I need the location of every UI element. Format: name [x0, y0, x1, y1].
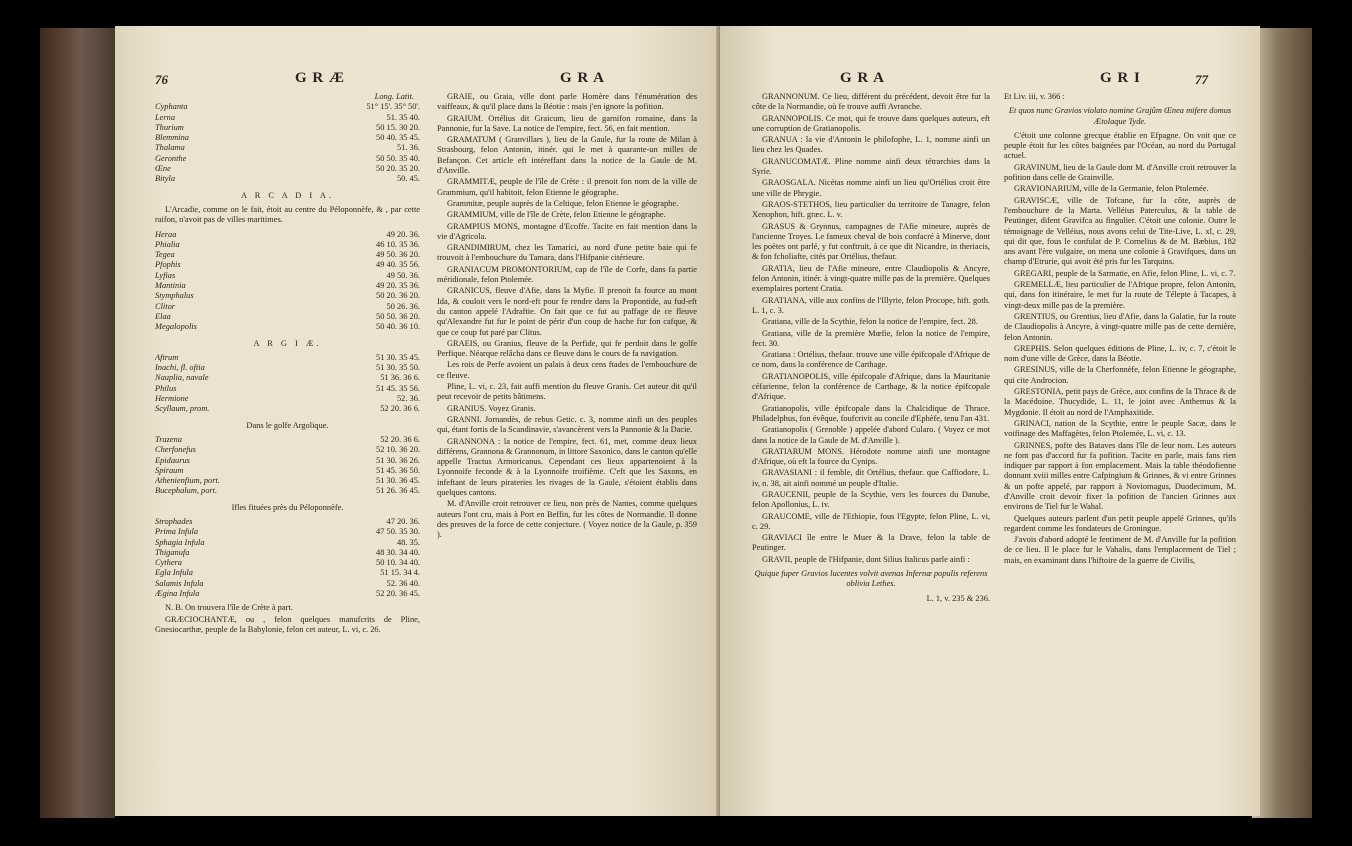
dictionary-entry: GRANIACUM PROMONTORIUM, cap de l'île de Corfe, dans fa partie méridionale, felon Ptolemée.: [437, 264, 697, 285]
place-name: Inachi, fl. oftia: [155, 363, 205, 373]
place-coordinates: 50 20. 35 20.: [376, 164, 420, 174]
coordinate-row: [155, 271, 420, 281]
place-coordinates: 51 30. 36 45.: [376, 476, 420, 486]
coordinate-row: [155, 558, 420, 568]
dictionary-entry: GRANNOPOLIS. Ce mot, qui fe trouve dans quelques auteurs, eft une corruption de Gratianopolis.: [752, 113, 990, 133]
dictionary-entry: GRAMATUM ( Granvillars ), lieu de la Gaule, fur la route de Milan à Strasbourg, felon Antonin, itinér. qui le met à quarante-un milles de Befançon. Cet article eft intéreffant dans la notice de la Gaule de M. d'Anville.: [437, 135, 697, 176]
dictionary-entry: GRANICUS, fleuve d'Afie, dans la Myfie. Il prenoit fa fource au mont Ida, & couloit vers le nord-eft pour fe rendre dans la Propontide, au fud-eft du canton appelé l'Adraftie. On fait que ce fut au paffage de ce fleuve qu'Alexandre fut fur le point de périr d'un coup de hache fur fon cafque, & que ce coup fut paré par Clitus.: [437, 286, 697, 337]
place-coordinates: 51 15. 34 4.: [380, 568, 420, 578]
column-headings: Long. Latit.: [374, 92, 414, 101]
dictionary-entry: GRATIARUM MONS. Hérodote nomme ainfi une montagne d'Afrique, où eft la fource du Cynips.: [752, 446, 990, 467]
dictionary-entry: M. d'Anville croit retrouver ce lieu, non près de Nantes, comme quelques auteurs l'ont cru, mais à Port en Beffin, fur les côtes de Normandie. Il donne des preuves de la force de cette conjecture. ( Voyez notice de la Gaule, p. 359 ).: [437, 499, 697, 540]
dictionary-entry: GREPHIS. Selon quelques éditions de Pline, L. iv, c. 7, c'étoit le nom d'une ville de Grèce, dans la Béotie.: [1004, 343, 1236, 364]
coordinate-row: [155, 164, 420, 174]
place-coordinates: 51. 36.: [396, 143, 420, 153]
dictionary-entry: GRANNONA : la notice de l'empire, fect. 61, met, comme deux lieux différens, Grannona & Grannonum, in littore Saxonico, dans le canton qu'elle appelle Tractus Armoricanus. Cependant ces lieux appartenoient à la Lyonnoife feconde & à la Lyonnoife troifième. C'eft que les Saxons, en infeftant de leurs pirateries les rivages de la Gaule, s'étoient établis dans quelques cantons.: [437, 436, 697, 497]
section-title-argiae: A R G I Æ.: [253, 338, 322, 348]
coordinate-row: [155, 384, 420, 394]
place-coordinates: 47 50. 35 30.: [376, 527, 420, 537]
right-column-2: [1004, 92, 1236, 792]
running-head-right-p77: G R I: [1100, 70, 1141, 86]
page-number-right: 77: [1195, 72, 1208, 87]
section-title-arcadia: A R C A D I A.: [241, 190, 334, 200]
coordinate-row: [155, 548, 420, 558]
place-name: Heraa: [155, 229, 177, 239]
dictionary-entry: GRAVIACI île entre le Muer & la Drave, felon la table de Peutinger.: [752, 533, 990, 553]
running-head-right: G R A: [560, 70, 606, 86]
dictionary-entry: GRANDIMIRUM, chez les Tamarici, au nord d'une petite baie qui fe trouvoit à l'embouchure du Tamara, dans l'Hifpanie citérieure.: [437, 243, 697, 263]
running-head-left-p77: G R A: [840, 70, 886, 86]
coordinate-row: [155, 322, 420, 332]
place-coordinates: 49 20. 35 36.: [376, 281, 420, 291]
coordinate-row: [155, 456, 420, 466]
open-book: [40, 18, 1312, 824]
coordinate-row: [155, 174, 420, 184]
dictionary-entry: J'avois d'abord adopté le fentiment de M. d'Anville fur la pofition de ce lieu. Il le place fur le Vahalis, dans l'emplacement de Tiel ; mais, en examinant dans l'hiftoire de la guerre de Civilis,: [1004, 535, 1236, 565]
place-name: Strophades: [155, 516, 193, 526]
running-head-left: G R Æ: [295, 70, 345, 86]
coordinate-list-laconia: [155, 102, 420, 184]
place-coordinates: 48 30. 34 40.: [376, 547, 420, 557]
dictionary-entry: GRAMMITÆ, peuple de l'île de Crète : il prenoit fon nom de la ville de Grammium, qu'il habitoit, felon Etienne le géographe.: [437, 177, 697, 197]
coordinate-row: [155, 123, 420, 133]
coordinate-row: [155, 445, 420, 455]
verse-silius: Quique fuper Gravios lucentes volvit avenas Infernæ populis referens oblivia Lethes.: [754, 569, 988, 589]
dictionary-entry: GRATIANA, ville aux confins de l'Illyrie, felon Procope, hift. goth. L. 1, c. 3.: [752, 295, 990, 315]
dictionary-entry: GRAIE, ou Graia, ville dont parle Homère dans l'énumération des vaiffeaux, & qu'il place dans la Béotie : mais j'en ignore la pofition.: [437, 92, 697, 112]
dictionary-entry: Les rois de Perfe avoient un palais à deux cens ftades de l'embouchure de ce fleuve.: [437, 360, 697, 380]
place-coordinates: 49 40. 35 56.: [376, 260, 420, 270]
place-name: Phialia: [155, 239, 180, 249]
coordinate-list-arcadia: [155, 230, 420, 333]
place-coordinates: 51. 35 40.: [386, 112, 420, 122]
coordinate-row: [155, 113, 420, 123]
coordinate-list-isles: [155, 517, 420, 599]
coordinate-row: [155, 363, 420, 373]
place-name: Salamis Infula: [155, 578, 204, 588]
place-coordinates: 46 10. 35 36.: [376, 239, 420, 249]
place-name: Prima Infula: [155, 527, 199, 537]
dictionary-entry: GRINNES, pofte des Bataves dans l'île de leur nom. Les auteurs ne font pas d'accord fur fa pofition. Tacite en parle, mais fans rien indiquer par rapport à fon emplacement. Mais la table théodofienne donnant xviii milles entre Cafpingium & Grinnes, & vi entre Grinnes & un pofte appelé, par rapport à Noviomagus, Duodecimum, M. d'Anville croit devoir fixer la pofition de l'ancien Grinnes aux environs de Tiel fur le Wahal.: [1004, 440, 1236, 512]
coordinate-row: [155, 250, 420, 260]
coordinate-row: [155, 486, 420, 496]
right-column-2-entries: [1004, 131, 1236, 566]
dictionary-entry: C'étoit une colonne grecque établie en Efpagne. On voit que ce peuple étoit fur les côtes baignées par l'Océan, au nord du Portugal actuel.: [1004, 130, 1236, 161]
place-coordinates: 49 20. 36.: [386, 229, 420, 239]
verse-intro: Et Liv. iii, v. 366 :: [1004, 92, 1065, 101]
place-name: Bityla: [155, 174, 176, 184]
place-name: Scyllaum, prom.: [155, 404, 210, 414]
dictionary-entry: GRAVISCÆ, ville de Tofcane, fur la côte, auprès de l'embouchure de la Marta. Velléius Paterculus, & la table de Peutinger, difent Gravifca au fingulier. C'étoit une colonie. Outre le témoignage de Velléius, nous avons celui de Tite-Live, L. xl, c. 29, qui dit que, fous le confulat de P. Cornelius & de M. Bæbius, 182 ans avant l'ère vulgaire, on mena une colonie à Gravifques, dans un champ d'Etrurie, qui avoit été pris fur les Tarquins.: [1004, 195, 1236, 267]
dictionary-entry: Grammitæ, peuple auprès de la Celtique, felon Etienne le géographe.: [447, 198, 679, 208]
page-number-left: 76: [155, 72, 168, 87]
place-name: Tegea: [155, 250, 175, 260]
dictionary-entry: GRASUS & Grynnus, campagnes de l'Afie mineure, auprès de l'ancienne Troyes. Le fameux cheval de bois confacré à Minerve, dont les poètes ont parlé, y fut conftruit, à ce que dit Nicandre, in theriacis, & fon fcholiafte, cités par Ortélius, thefaur.: [752, 221, 990, 262]
place-name: Cythera: [155, 558, 182, 568]
dictionary-entry: Gratiana, ville de la Scythie, felon la notice de l'empire, fect. 28.: [762, 317, 978, 327]
dictionary-entry: GRESTONIA, petit pays de Grèce, aux confins de la Thrace & de la Macédoine. Thucydide, L. 11, le joint avec Anthemus & la Mygdonie. Il étoit au nord de l'Amphaxitide.: [1004, 387, 1236, 417]
place-name: Trazena: [155, 434, 182, 444]
dictionary-entry: GRATIANOPOLIS, ville épifcopale d'Afrique, dans la Mauritanie céfarienne, felon la conférence de Carthage, & la notice épifcopale d'Afrique.: [752, 371, 990, 402]
right-book-edge: [1252, 28, 1312, 818]
place-name: Thalama: [155, 143, 185, 153]
place-name: Elaa: [155, 311, 171, 321]
dictionary-entry: GRANNI. Jornandès, de rebus Getic. c. 3, nomme ainfi un des peuples qui, étant fortis de la Scandinavie, s'avancèrent vers la Pannonie & la Dacie.: [437, 414, 697, 435]
place-coordinates: 50. 45.: [396, 174, 420, 184]
place-coordinates: 47 20. 36.: [386, 516, 420, 526]
coordinate-row: [155, 527, 420, 537]
dictionary-entry: GRAUCOME, ville de l'Ethiopie, fous l'Egypte, felon Pline, L. vi, c. 29.: [752, 511, 990, 531]
verse-reference: L. 1, v. 235 & 236.: [926, 593, 990, 603]
coordinate-row: [155, 517, 420, 527]
place-coordinates: 51 30. 35 45.: [376, 352, 420, 362]
place-coordinates: 52 20. 36 45.: [376, 589, 420, 599]
place-name: Blemmina: [155, 133, 189, 143]
place-name: Mantinia: [155, 281, 186, 291]
place-coordinates: 51° 15'. 35° 50'.: [366, 102, 420, 112]
place-name: Philus: [155, 383, 177, 393]
place-name: Megalopolis: [155, 322, 197, 332]
dictionary-entry: Gratianopolis ( Grenoble ) appelée d'abord Cularo. ( Voyez ce mot dans la notice de la Gaule de M. d'Anville ).: [752, 425, 990, 445]
place-name: Bucephalum, port.: [155, 486, 218, 496]
place-coordinates: 51 36. 36 6.: [380, 373, 420, 383]
place-coordinates: 50 40. 36 10.: [376, 322, 420, 332]
coordinate-row: [155, 281, 420, 291]
dictionary-entry: GRAMPIUS MONS, montagne d'Ecoffe. Tacite en fait mention dans la vie d'Agricola.: [437, 221, 697, 241]
coordinate-list-argiae: [155, 353, 420, 415]
coordinate-list-golfe: [155, 435, 420, 497]
place-coordinates: 52. 36.: [396, 394, 420, 404]
dictionary-entry: Gratiana, ville de la première Mœfie, felon la notice de l'empire, fect. 30.: [752, 328, 990, 348]
dictionary-entry: Gratianopolis, ville épifcopale dans la Chalcidique de Thrace. Philadelphus, fon évêque, foufcrivit au concile d'Ephèfe, tenu l'an 431.: [752, 403, 990, 423]
place-coordinates: 52 20. 36 6.: [380, 404, 420, 414]
place-name: Thurium: [155, 122, 184, 132]
left-column-2: [437, 92, 697, 792]
entry-graeciochantae: GRÆCIOCHANTÆ, ou , felon quelques manufcrits de Pline, Gnesiocarthæ, peuple de la Babylonie, felon cet auteur, L. vi, c. 26.: [155, 614, 420, 634]
place-coordinates: 51 45. 36 50.: [376, 465, 420, 475]
coordinate-row: [155, 476, 420, 486]
coordinate-row: [155, 312, 420, 322]
dictionary-entry: GRANNONUM. Ce lieu, différent du précédent, devoit être fur la côte de la Normandie, où fe trouve auffi Avranche.: [752, 92, 990, 112]
place-name: Sphagia Infula: [155, 537, 205, 547]
place-coordinates: 49 50. 36 20.: [376, 250, 420, 260]
verse-livius: Et quos nunc Gravios violato nomine Grajûm Œnea mifere domus Ætolaque Tyde.: [1008, 106, 1232, 126]
dictionary-entry: GRAOS-STETHOS, lieu particulier du territoire de Tanagre, felon Xenophon, hift. græc. L. v.: [752, 199, 990, 220]
coordinate-row: [155, 373, 420, 383]
place-coordinates: 50 15. 30 20.: [376, 122, 420, 132]
place-name: Hermione: [155, 394, 189, 404]
place-coordinates: 50 20. 36 20.: [376, 291, 420, 301]
coordinate-row: [155, 154, 420, 164]
coordinate-row: [155, 538, 420, 548]
place-name: Geronthe: [155, 153, 187, 163]
dictionary-entry: GRAVII, peuple de l'Hifpanie, dont Silius Italicus parle ainfi :: [762, 554, 970, 564]
place-name: Athenienfium, port.: [155, 476, 220, 486]
place-coordinates: 52 20. 36 6.: [380, 434, 420, 444]
place-name: Cherfonefus: [155, 445, 196, 455]
dictionary-entry: GRANIUS. Voyez Granis.: [447, 403, 536, 413]
left-column-1: [155, 92, 420, 792]
dictionary-entry: GRINACI, nation de la Scythie, entre le peuple Sacæ, dans le voifinage des Maffagètes, felon Ptolemée, L. vi, c. 13.: [1004, 418, 1236, 439]
coordinate-row: [155, 302, 420, 312]
place-name: Stymphalus: [155, 291, 194, 301]
place-name: Œne: [155, 164, 171, 174]
place-coordinates: 50 50. 36 20.: [376, 311, 420, 321]
dictionary-entry: Pline, L. vi, c. 23, fait auffi mention du fleuve Granis. Cet auteur dit qu'il peut recevoir de petits bâtimens.: [437, 382, 697, 402]
place-coordinates: 48. 35.: [396, 537, 420, 547]
coordinate-row: [155, 394, 420, 404]
coordinate-row: [155, 240, 420, 250]
coordinate-row: [155, 568, 420, 578]
dictionary-entry: GRENTIUS, ou Grentius, lieu d'Afie, dans la Galatie, fur la route de Claudiopolis à Ancyre, à vingt-quatre mille pas de cette dernière, felon Antonin.: [1004, 311, 1236, 342]
coordinate-row: [155, 435, 420, 445]
place-name: Clitor: [155, 301, 176, 311]
place-name: Egla Infula: [155, 568, 193, 578]
dictionary-entry: GRAVIONARIUM, ville de la Germanie, felon Ptolemée.: [1014, 184, 1209, 194]
dictionary-entry: GRAIUM. Ortélius dit Graicum, lieu de garnifon romaine, dans la Pannonie, fur la Save. La notice de l'empire, fect. 56, en fait mention.: [437, 113, 697, 133]
place-coordinates: 50 26. 36.: [386, 301, 420, 311]
section-title-golfe: Dans le golfe Argolique.: [246, 420, 329, 430]
place-name: Ægina Infula: [155, 589, 200, 599]
place-coordinates: 51 30. 36 26.: [376, 455, 420, 465]
place-coordinates: 50 40. 35 45.: [376, 133, 420, 143]
place-coordinates: 51 30. 35 50.: [376, 363, 420, 373]
coordinate-row: [155, 102, 420, 112]
dictionary-entry: GRAUCENII, peuple de la Scythie, vers les fources du Danube, felon Apollonius, L. iv.: [752, 489, 990, 510]
place-name: Pfophis: [155, 260, 181, 270]
place-name: Lerna: [155, 112, 176, 122]
place-coordinates: 50 50. 35 40.: [376, 153, 420, 163]
place-name: Cyphanta: [155, 102, 188, 112]
place-name: Nauplia, navale: [155, 373, 209, 383]
right-column-1-entries: [752, 92, 990, 565]
coordinate-row: [155, 589, 420, 599]
dictionary-entry: GRAOSGALA. Nicétas nomme ainfi un lieu qu'Ortélius croit être une ville de Phrygie.: [752, 178, 990, 198]
right-column-1: [752, 92, 990, 792]
place-name: Aftrum: [155, 352, 179, 362]
place-coordinates: 51 26. 36 45.: [376, 486, 420, 496]
dictionary-entry: GRAVASIANI : il femble, dit Ortélius, thefaur. que Caffiodore, L. iv, n. 38, ait ainfi nommé un peuple d'Italie.: [752, 468, 990, 488]
coordinate-row: [155, 133, 420, 143]
coordinate-row: [155, 291, 420, 301]
dictionary-entry: GRAEIS, ou Granius, fleuve de la Perfide, qui fe perdoit dans le golfe Perfique. Néarque relâcha dans ce fleuve dans le cours de fa navigation.: [437, 338, 697, 359]
coordinate-row: [155, 579, 420, 589]
place-coordinates: 50 10. 34 40.: [376, 558, 420, 568]
place-name: Epidaurus: [155, 455, 190, 465]
dictionary-entry: GRANUCOMATÆ. Pline nomme ainfi deux tétrarchies dans la Syrie.: [752, 156, 990, 177]
dictionary-entry: Gratiana : Ortélius, thefaur. trouve une ville épifcopale d'Afrique de ce nom, dans la conférence de Carthage.: [752, 350, 990, 370]
dictionary-entry: GRANUA : la vie d'Antonin le philofophe, L. 1, nomme ainfi un lieu chez les Quades.: [752, 135, 990, 155]
dictionary-entry: GREGARI, peuple de la Sarmatie, en Afie, felon Pline, L. vi, c. 7.: [1014, 268, 1236, 278]
arcadia-text: L'Arcadie, comme on le fait, étoit au centre du Péloponnèfe, & , par cette raifon, n'avoit pas de villes maritimes.: [155, 204, 420, 225]
section-title-isles: Ifles fituées près du Péloponnèfe.: [231, 502, 344, 512]
right-page: [720, 26, 1260, 816]
coordinate-row: [155, 466, 420, 476]
coordinate-row: [155, 230, 420, 240]
coordinate-row: [155, 143, 420, 153]
dictionary-entry: GREMELLÆ, lieu particulier de l'Afrique propre, felon Antonin, qui, dans fon itinéraire, le met fur la route de Télepte à Tacapes, à vingt-deux mille pas de la première.: [1004, 280, 1236, 310]
place-name: Spiraum: [155, 465, 184, 475]
place-coordinates: 52. 36 40.: [386, 578, 420, 588]
place-name: Thiganufa: [155, 547, 190, 557]
left-page: [115, 26, 720, 816]
coordinate-row: [155, 404, 420, 414]
dictionary-entry: GRATIA, lieu de l'Afie mineure, entre Claudiopolis & Ancyre, felon Antonin, itinér. à vingt-quatre mille pas de la première. Quelques exemplaires portent Cratia.: [752, 263, 990, 294]
place-coordinates: 51 45. 35 56.: [376, 383, 420, 393]
left-book-edge: [40, 28, 115, 818]
dictionary-entry: GRESINUS, ville de la Cherfonnèfe, felon Etienne le géographe, qui cite Androcion.: [1004, 365, 1236, 385]
note-nb: N. B. On trouvera l'île de Crète à part.: [165, 603, 293, 613]
coordinate-row: [155, 353, 420, 363]
dictionary-entry: GRAMMIUM, ville de l'île de Crète, felon Etienne le géographe.: [447, 210, 666, 220]
dictionary-entry: Quelques auteurs parlent d'un petit peuple appelé Grinnes, qu'ils regardent comme les fondateurs de Groningue.: [1004, 513, 1236, 533]
place-name: Lyfias: [155, 270, 176, 280]
place-coordinates: 49 50. 36.: [386, 270, 420, 280]
dictionary-entry: GRAVINUM, lieu de la Gaule dont M. d'Anville croit retrouver la pofition dans celle de Grainville.: [1004, 162, 1236, 183]
coordinate-row: [155, 260, 420, 270]
place-coordinates: 52 10. 36 20.: [376, 445, 420, 455]
